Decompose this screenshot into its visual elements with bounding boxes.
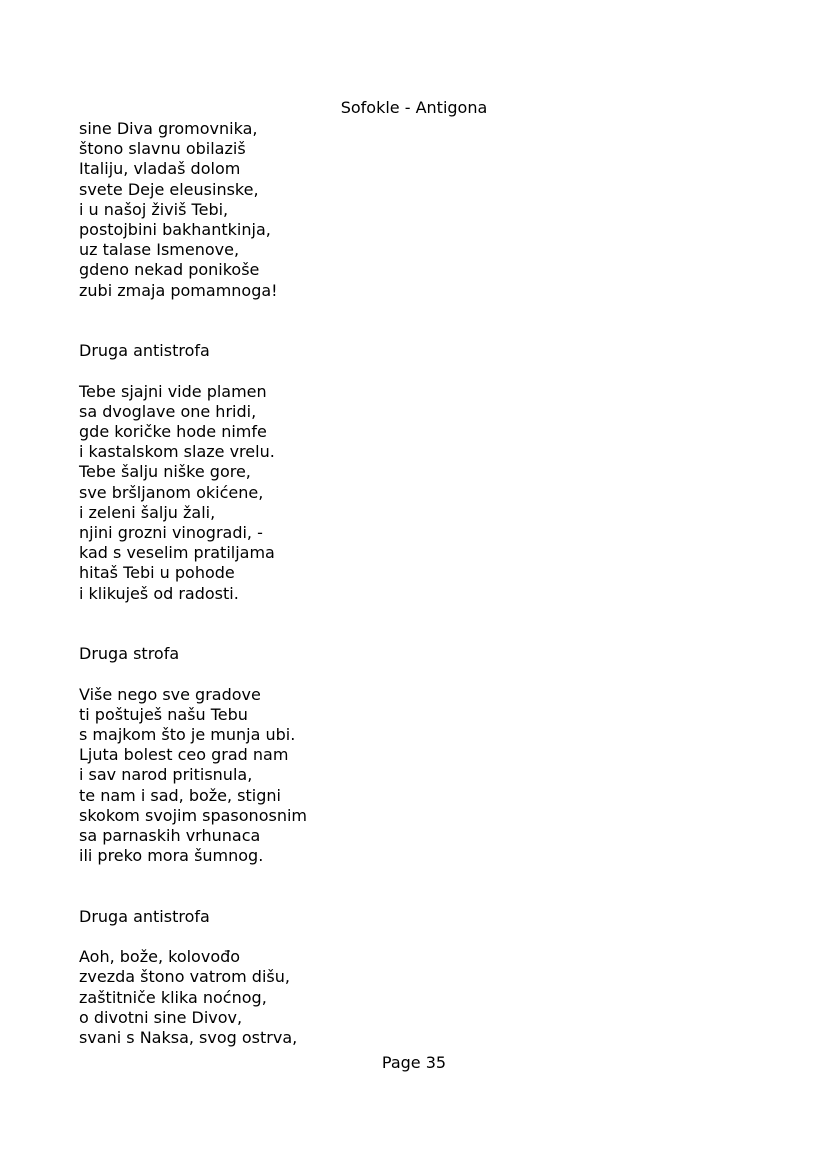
spacer: [79, 664, 779, 684]
verse-line: sa parnaskih vrhunaca: [79, 826, 261, 846]
section-heading: Druga antistrofa: [79, 341, 210, 361]
section-heading: Druga antistrofa: [79, 906, 210, 926]
verse-line: i zeleni šalju žali,: [79, 502, 216, 522]
verse-line: sa dvoglave one hridi,: [79, 401, 257, 421]
spacer: [79, 604, 779, 644]
verse-line: i kastalskom slaze vrelu.: [79, 442, 275, 462]
page-header-title: Sofokle - Antigona: [340, 98, 488, 117]
page-number: Page 35: [381, 1053, 447, 1072]
verse-line: te nam i sad, bože, stigni: [79, 785, 281, 805]
verse-line: ili preko mora šumnog.: [79, 846, 264, 866]
verse-line: Tebe šalju niške gore,: [79, 462, 251, 482]
verse-line: o divotni sine Divov,: [79, 1007, 243, 1027]
stanza-druga-antistrofa-2: [79, 947, 779, 1048]
stanza-druga-strofa: [79, 685, 779, 867]
verse-line: sine Diva gromovnika,: [79, 119, 258, 138]
document-body: [79, 119, 779, 1048]
section-heading: Druga strofa: [79, 644, 180, 664]
verse-line: njini grozni vinogradi, -: [79, 523, 263, 543]
verse-line: svani s Naksa, svog ostrva,: [79, 1028, 298, 1048]
verse-line: Više nego sve gradove: [79, 684, 261, 704]
spacer: [79, 361, 779, 381]
verse-line: i klikuješ od radosti.: [79, 583, 239, 603]
verse-line: postojbini bakhantkinja,: [79, 220, 271, 240]
verse-line: i u našoj živiš Tebi,: [79, 199, 229, 219]
verse-line: gde koričke hode nimfe: [79, 422, 267, 442]
verse-line: štono slavnu obilaziš: [79, 139, 246, 159]
verse-line: zubi zmaja pomamnoga!: [79, 280, 278, 300]
verse-line: Tebe sjajni vide plamen: [79, 381, 267, 401]
verse-line: Aoh, bože, kolovođo: [79, 947, 241, 967]
verse-line: gdeno nekad ponikoše: [79, 260, 260, 280]
verse-line: zvezda štono vatrom dišu,: [79, 967, 290, 987]
verse-line: sve bršljanom okićene,: [79, 482, 264, 502]
stanza-druga-antistrofa-1: [79, 382, 779, 604]
spacer: [79, 866, 779, 906]
verse-line: svete Deje eleusinske,: [79, 179, 259, 199]
verse-line: zaštitniče klika noćnog,: [79, 987, 267, 1007]
stanza-continuation: [79, 119, 779, 301]
verse-line: s majkom što je munja ubi.: [79, 725, 296, 745]
verse-line: ti poštuješ našu Tebu: [79, 704, 248, 724]
verse-line: Ljuta bolest ceo grad nam: [79, 745, 289, 765]
verse-line: kad s veselim pratiljama: [79, 543, 275, 563]
verse-line: i sav narod pritisnula,: [79, 765, 253, 785]
verse-line: skokom svojim spasonosnim: [79, 805, 307, 825]
spacer: [79, 301, 779, 341]
verse-line: uz talase Ismenove,: [79, 240, 240, 260]
verse-line: hitaš Tebi u pohode: [79, 563, 235, 583]
spacer: [79, 927, 779, 947]
verse-line: Italiju, vladaš dolom: [79, 159, 241, 179]
